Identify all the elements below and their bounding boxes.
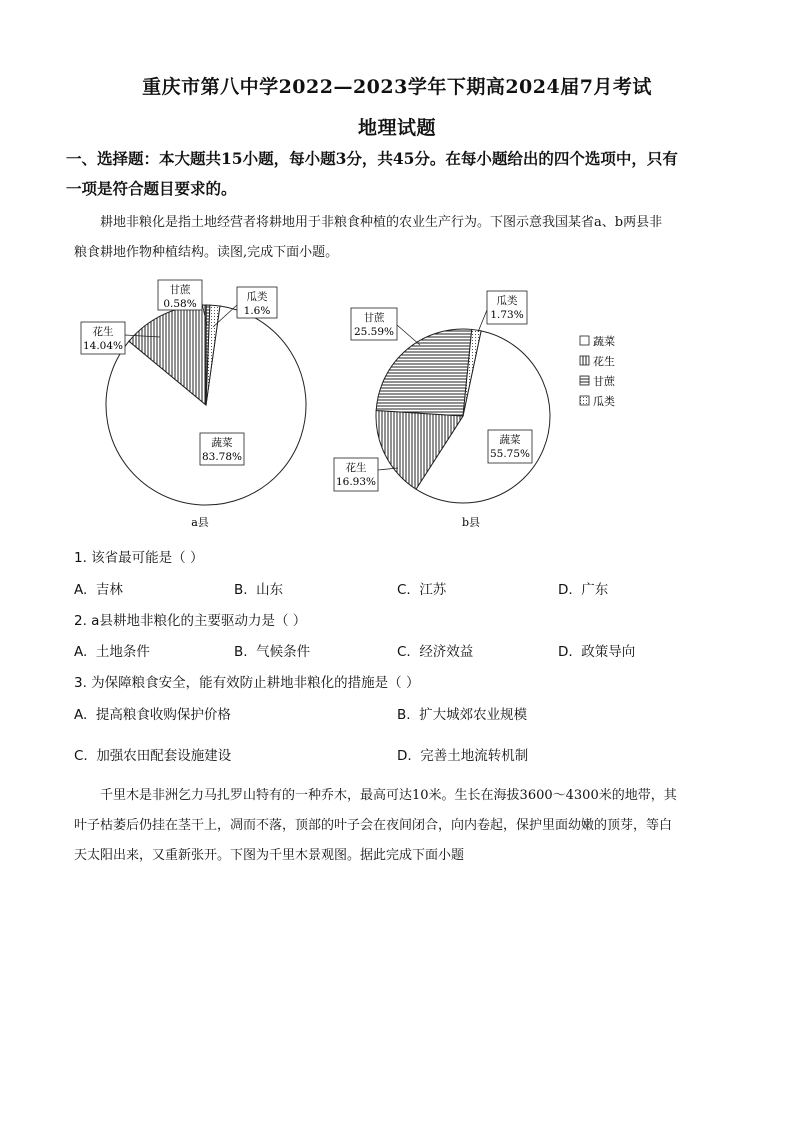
option-text: 土地条件 xyxy=(95,644,150,660)
chart-legend xyxy=(580,334,616,408)
svg-text:甘蔗: 甘蔗 xyxy=(169,284,191,296)
svg-text:花生: 花生 xyxy=(345,462,367,474)
passage-2-line2: 叶子枯萎后仍挂在茎干上，凋而不落，顶部的叶子会在夜间闭合，向内卷起，保护里面幼嫩的顶芽，等白 xyxy=(74,818,673,833)
option-letter: C. xyxy=(74,748,88,764)
legend-label: 瓜类 xyxy=(593,395,615,408)
label-b-melon xyxy=(478,291,527,332)
q3-option-a[interactable] xyxy=(74,703,231,723)
q3-option-d[interactable] xyxy=(397,744,528,764)
option-text: 经济效益 xyxy=(419,644,474,660)
option-letter: B. xyxy=(234,644,248,660)
section-heading-line2: 一项是符合题目要求的。 xyxy=(66,179,237,198)
option-text: 吉林 xyxy=(95,582,123,598)
exam-subtitle: 地理试题 xyxy=(357,117,436,139)
section-heading xyxy=(66,144,726,204)
option-text: 政策导向 xyxy=(581,644,636,660)
question-2-stem: 2. a县耕地非粮化的主要驱动力是（ ） xyxy=(74,613,307,629)
exam-title: 重庆市第八中学2022—2023学年下期高2024届7月考试 xyxy=(142,76,652,98)
option-text: 提高粮食收购保护价格 xyxy=(95,707,231,723)
option-letter: D. xyxy=(558,644,573,660)
option-text: 扩大城郊农业规模 xyxy=(419,707,528,723)
intro-line2: 粮食耕地作物种植结构。读图,完成下面小题。 xyxy=(74,245,339,260)
option-letter: B. xyxy=(397,707,411,723)
legend-swatch xyxy=(580,376,589,385)
passage-2-line1: 千里木是非洲乞力马扎罗山特有的一种乔木，最高可达10米。生长在海拔3600～4300米的地带，其 xyxy=(100,788,677,803)
label-a-vegetable xyxy=(200,433,244,465)
option-text: 山东 xyxy=(256,582,284,598)
option-letter: C. xyxy=(397,582,411,598)
passage-2-line3: 天太阳出来，又重新张开。下图为千里木景观图。据此完成下面小题 xyxy=(74,848,465,863)
q3-option-b[interactable] xyxy=(397,703,527,723)
q3-option-c[interactable] xyxy=(74,744,231,764)
option-letter: B. xyxy=(234,582,248,598)
label-b-vegetable xyxy=(488,430,532,463)
svg-text:14.04%: 14.04% xyxy=(82,340,124,352)
passage-2 xyxy=(74,781,724,871)
q1-option-c[interactable] xyxy=(397,578,446,598)
q1-option-d[interactable] xyxy=(558,578,608,598)
legend-swatch xyxy=(580,396,589,405)
option-letter: A. xyxy=(74,707,88,723)
option-text: 广东 xyxy=(581,582,609,598)
q2-option-c[interactable] xyxy=(397,640,473,660)
svg-text:0.58%: 0.58% xyxy=(163,298,197,310)
legend-label: 蔬菜 xyxy=(593,335,615,348)
legend-swatch xyxy=(580,356,589,365)
q1-option-a[interactable] xyxy=(74,578,123,598)
svg-text:1.73%: 1.73% xyxy=(490,309,524,321)
svg-text:16.93%: 16.93% xyxy=(335,476,377,488)
q1-option-b[interactable] xyxy=(234,578,283,598)
option-letter: A. xyxy=(74,644,88,660)
q2-option-d[interactable] xyxy=(558,640,635,660)
option-letter: C. xyxy=(397,644,411,660)
pie-chart-a xyxy=(106,305,306,505)
option-letter: D. xyxy=(558,582,573,598)
section-heading-line1: 一、选择题：本大题共15小题，每小题3分，共45分。在每小题给出的四个选项中，只有 xyxy=(66,149,678,168)
option-letter: D. xyxy=(397,748,412,764)
svg-text:蔬菜: 蔬菜 xyxy=(499,434,521,446)
option-text: 加强农田配套设施建设 xyxy=(96,748,232,764)
svg-text:瓜类: 瓜类 xyxy=(496,295,518,307)
pie-slice-b-2 xyxy=(376,329,472,416)
label-b-sugarcane xyxy=(351,308,420,345)
pie-b-title: b县 xyxy=(461,516,481,529)
pie-charts-figure xyxy=(0,270,794,540)
svg-text:甘蔗: 甘蔗 xyxy=(363,312,385,324)
svg-text:83.78%: 83.78% xyxy=(201,451,243,463)
question-1-stem: 1. 该省最可能是（ ） xyxy=(74,550,204,566)
svg-text:花生: 花生 xyxy=(92,326,114,338)
question-intro xyxy=(74,208,734,268)
option-text: 江苏 xyxy=(419,582,447,598)
q2-option-b[interactable] xyxy=(234,640,310,660)
label-b-peanut xyxy=(334,458,398,491)
legend-label: 花生 xyxy=(593,355,615,368)
option-text: 气候条件 xyxy=(256,644,311,660)
svg-text:25.59%: 25.59% xyxy=(353,326,395,338)
pie-chart-b xyxy=(376,329,550,503)
pie-a-title: a县 xyxy=(191,516,209,529)
legend-label: 甘蔗 xyxy=(593,375,615,388)
option-letter: A. xyxy=(74,582,88,598)
question-3-stem: 3. 为保障粮食安全，能有效防止耕地非粮化的措施是（ ） xyxy=(74,675,420,691)
svg-text:55.75%: 55.75% xyxy=(489,448,531,460)
svg-text:瓜类: 瓜类 xyxy=(246,291,268,303)
svg-text:蔬菜: 蔬菜 xyxy=(211,437,233,449)
option-text: 完善土地流转机制 xyxy=(420,748,529,764)
q2-option-a[interactable] xyxy=(74,640,150,660)
legend-swatch xyxy=(580,336,589,345)
svg-text:1.6%: 1.6% xyxy=(243,305,271,317)
intro-line1: 耕地非粮化是指土地经营者将耕地用于非粮食种植的农业生产行为。下图示意我国某省a、b两县非 xyxy=(100,215,663,230)
